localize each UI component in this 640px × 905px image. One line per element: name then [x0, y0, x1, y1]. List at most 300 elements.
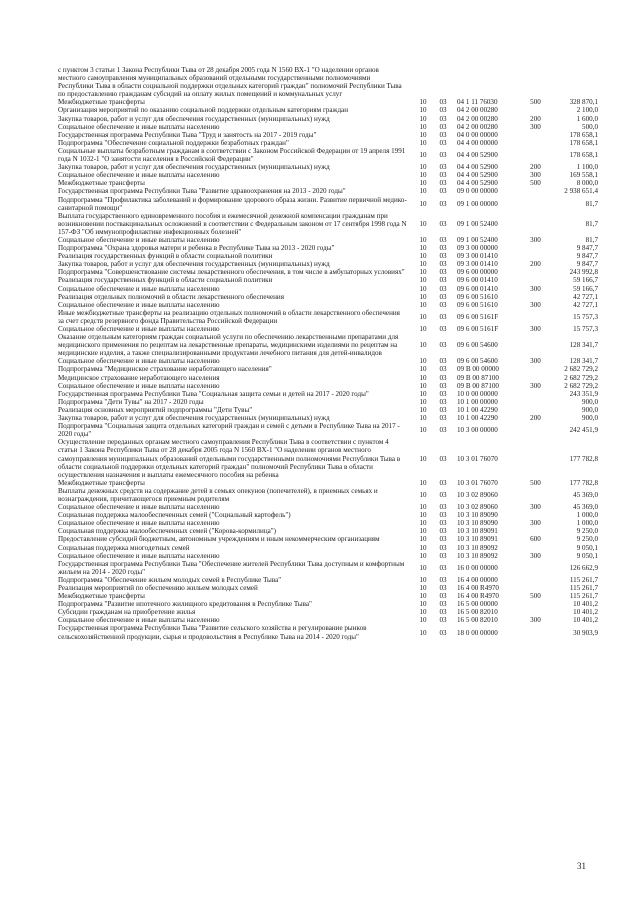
row-expense-type-cell: 500 — [530, 179, 541, 188]
row-expense-type-cell: 500 — [530, 478, 541, 487]
row-section-cell: 10 — [419, 454, 427, 463]
row-expense-type-cell — [523, 374, 548, 382]
table-row — [58, 333, 598, 357]
row-target-article-cell: 09 В 00 87100 — [457, 373, 499, 382]
row-expense-type-cell: 300 — [530, 171, 541, 180]
row-target-article-cell: 09 1 00 00000 — [457, 199, 498, 208]
row-target-article-cell: 16 4 00 R4970 — [457, 592, 499, 601]
row-subsection-cell: 03 — [439, 373, 447, 382]
table-row — [58, 535, 598, 543]
table-row — [58, 66, 598, 98]
row-section-cell: 10 — [419, 150, 427, 159]
row-name-cell: Реализация отдельных полномочий в области лекарственного обеспечения — [58, 292, 284, 301]
row-target-article-cell: 04 2 00 00280 — [457, 106, 498, 115]
row-section-cell: 10 — [419, 490, 427, 499]
row-expense-type-cell — [523, 560, 548, 576]
table-row — [58, 285, 598, 293]
row-amount-cell: 2 682 729,2 — [564, 365, 598, 374]
row-subsection-cell: 03 — [439, 163, 447, 172]
table-row — [58, 187, 598, 195]
row-amount-cell: 81,7 — [585, 199, 598, 208]
row-amount-cell: 15 757,3 — [573, 325, 598, 333]
table-row — [58, 398, 598, 406]
row-amount-cell: 8 000,0 — [576, 179, 598, 188]
table-body — [58, 66, 598, 641]
row-subsection-cell: 03 — [439, 405, 447, 414]
table-row — [58, 479, 598, 487]
row-amount-cell: 126 662,9 — [569, 563, 598, 572]
row-amount-cell: 115 261,7 — [569, 575, 598, 584]
table-row — [58, 212, 598, 236]
row-amount-cell: 59 166,7 — [573, 276, 598, 285]
row-subsection-cell: 03 — [439, 551, 447, 560]
row-expense-type-cell — [523, 187, 548, 195]
row-target-article-cell: 09 6 00 01410 — [457, 284, 498, 293]
row-section-cell: 10 — [419, 535, 427, 544]
row-amount-cell: 115 261,7 — [569, 592, 598, 601]
row-subsection-cell: 03 — [439, 357, 447, 366]
row-amount-cell: 1 000,0 — [576, 511, 598, 520]
table-row — [58, 179, 598, 187]
table-row — [58, 106, 598, 114]
row-expense-type-cell — [523, 131, 548, 139]
row-name-cell: Государственная программа Республики Тыва "Социальная защита семьи и детей на 2017 - 2020 годы" — [58, 389, 369, 398]
row-name-cell: Социальное обеспечение и иные выплаты населению — [58, 551, 220, 560]
row-expense-type-cell: 300 — [530, 235, 541, 244]
row-amount-cell: 9 847,7 — [576, 244, 598, 253]
row-section-cell: 10 — [419, 381, 427, 390]
table-row — [58, 139, 598, 147]
row-subsection-cell: 03 — [439, 628, 447, 637]
row-subsection-cell: 03 — [439, 454, 447, 463]
row-amount-cell: 128 341,7 — [569, 341, 598, 350]
row-subsection-cell: 03 — [439, 244, 447, 253]
row-subsection-cell — [433, 66, 453, 98]
row-target-article-cell: 10 1 00 42290 — [457, 405, 498, 414]
row-section-cell: 10 — [419, 543, 427, 552]
row-amount-cell: 9 050,1 — [576, 551, 598, 560]
row-name-cell: Реализация государственных функций в области социальной политики — [58, 276, 273, 285]
row-amount-cell: 9 250,0 — [576, 527, 598, 536]
row-name-cell: Подпрограмма "Совершенствование системы лекарственного обеспечения, в том числе в амбулаторных условиях" — [58, 268, 405, 277]
row-name-cell: Социальное обеспечение и иные выплаты населению — [58, 284, 220, 293]
row-subsection-cell: 03 — [439, 600, 447, 609]
row-target-article-cell: 10 3 10 89090 — [457, 519, 498, 528]
row-target-article-cell: 16 5 00 00000 — [457, 600, 498, 609]
row-section-cell: 10 — [419, 106, 427, 115]
row-name-cell: Реализация основных мероприятий подпрограммы "Дети Тувы" — [58, 405, 253, 414]
row-name-cell: Субсидии гражданам на приобретение жилья — [58, 608, 196, 617]
row-expense-type-cell: 200 — [530, 414, 541, 423]
row-name-cell: Государственная программа Республики Тыва "Обеспечение жителей Республики Тыва доступным и комфортным жильем на 2014 - 2020 годы" — [58, 559, 405, 576]
row-target-article-cell: 09 1 00 52400 — [457, 235, 498, 244]
row-subsection-cell: 03 — [439, 341, 447, 350]
row-expense-type-cell — [523, 212, 548, 236]
table-row — [58, 374, 598, 382]
row-name-cell: Подпрограмма "Обеспечение социальной поддержки безработных граждан" — [58, 138, 289, 147]
table-row — [58, 147, 598, 163]
row-name-cell: Закупка товаров, работ и услуг для обеспечения государственных (муниципальных) нужд — [58, 260, 330, 269]
row-subsection-cell: 03 — [439, 584, 447, 592]
table-row — [58, 131, 598, 139]
table-row — [58, 252, 598, 260]
row-subsection-cell: 03 — [439, 527, 447, 536]
table-row — [58, 365, 598, 373]
row-section-cell: 10 — [419, 405, 427, 414]
row-expense-type-cell — [523, 293, 548, 301]
row-amount-cell: 178 658,1 — [569, 150, 598, 159]
table-row — [58, 511, 598, 519]
row-subsection-cell: 03 — [439, 563, 447, 572]
row-amount-cell: 900,0 — [582, 405, 598, 414]
page-number: 31 — [577, 861, 586, 871]
row-expense-type-cell — [523, 624, 548, 640]
row-subsection-cell: 03 — [439, 106, 447, 115]
row-target-article-cell: 09 6 00 5161F — [457, 325, 499, 333]
row-subsection-cell: 03 — [439, 389, 447, 398]
row-amount-cell: 2 682 729,2 — [564, 373, 598, 382]
row-subsection-cell: 03 — [439, 381, 447, 390]
table-row — [58, 115, 598, 123]
table-row — [58, 382, 598, 390]
row-amount-cell: 177 782,8 — [569, 478, 598, 487]
row-section-cell: 10 — [419, 179, 427, 188]
row-expense-type-cell — [523, 600, 548, 608]
row-section-cell: 10 — [419, 575, 427, 584]
row-subsection-cell: 03 — [439, 292, 447, 301]
row-section-cell: 10 — [419, 138, 427, 147]
row-name-cell: Социальные выплаты безработным гражданам в соответствии с Законом Российской Федерации от 19 апреля 1991 года N 1032-1 "О занятости населения в Российской Федерации" — [58, 146, 406, 164]
table-row — [58, 503, 598, 511]
row-target-article-cell: 09 6 00 01410 — [457, 276, 498, 285]
row-expense-type-cell — [523, 365, 548, 373]
row-target-article-cell: 10 3 10 89090 — [457, 511, 498, 520]
row-target-article-cell: 04 0 00 00000 — [457, 130, 498, 139]
row-section-cell: 10 — [419, 426, 427, 435]
row-name-cell: Государственная программа Республики Тыва "Труд и занятость на 2017 - 2019 годы" — [58, 130, 317, 139]
row-amount-cell: 128 341,7 — [569, 357, 598, 366]
row-expense-type-cell — [523, 584, 548, 592]
row-section-cell: 10 — [419, 122, 427, 131]
row-name-cell: Закупка товаров, работ и услуг для обеспечения государственных (муниципальных) нужд — [58, 163, 330, 172]
row-target-article-cell: 09 3 00 00000 — [457, 244, 498, 253]
row-expense-type-cell: 300 — [530, 284, 541, 293]
table-row — [58, 236, 598, 244]
row-section-cell — [413, 66, 433, 98]
row-name-cell: Реализация мероприятий по обеспечению жильем молодых семей — [58, 584, 258, 592]
row-target-article-cell: 04 4 00 52900 — [457, 179, 498, 188]
row-subsection-cell: 03 — [439, 199, 447, 208]
row-subsection-cell: 03 — [439, 150, 447, 159]
table-row — [58, 414, 598, 422]
row-target-article-cell: 16 4 00 R4970 — [457, 584, 499, 592]
row-target-article-cell: 09 6 00 51610 — [457, 300, 498, 309]
row-name-cell: Подпрограмма "Медицинское страхование неработающего населения" — [58, 365, 272, 374]
row-target-article-cell: 10 1 00 00000 — [457, 397, 498, 406]
row-name-cell: с пунктом 3 статьи 1 Закона Республики Тыва от 28 декабря 2005 года N 1560 ВХ-1 "О наделении органов местного самоуправления муниципальных образований отдельными государственными полномочиями Республики Тыва в области социальной поддержки отдельных категорий граждан" полномочий Республики Тыва по предоставлению гражданам субсидий на оплату жилых помещений и коммунальных услуг — [58, 66, 402, 99]
row-name-cell: Межбюджетные трансферты — [58, 592, 145, 601]
table-row — [58, 552, 598, 560]
row-amount-cell: 1 600,0 — [576, 114, 598, 123]
table-row — [58, 163, 598, 171]
row-section-cell: 10 — [419, 163, 427, 172]
row-section-cell: 10 — [419, 600, 427, 609]
row-name-cell: Медицинское страхование неработающего населения — [58, 373, 220, 382]
row-target-article-cell: 04 1 11 76030 — [457, 98, 498, 107]
row-subsection-cell: 03 — [439, 543, 447, 552]
row-subsection-cell: 03 — [439, 608, 447, 617]
table-row — [58, 123, 598, 131]
table-row — [58, 487, 598, 503]
row-amount-cell: 10 401,2 — [573, 600, 598, 609]
row-amount-cell: 115 261,7 — [569, 584, 598, 592]
table-row — [58, 196, 598, 212]
table-row — [58, 98, 598, 106]
row-expense-type-cell — [523, 390, 548, 398]
row-subsection-cell: 03 — [439, 171, 447, 180]
row-section-cell: 10 — [419, 244, 427, 253]
row-name-cell: Социальное обеспечение и иные выплаты населению — [58, 519, 220, 528]
row-subsection-cell: 03 — [439, 187, 447, 196]
row-expense-type-cell: 200 — [530, 114, 541, 123]
row-target-article-cell: 09 0 00 00000 — [457, 187, 498, 196]
row-section-cell: 10 — [419, 171, 427, 180]
budget-document-page — [58, 66, 598, 641]
row-subsection-cell: 03 — [439, 252, 447, 261]
table-row — [58, 301, 598, 309]
row-amount-cell: 500,0 — [582, 122, 598, 131]
row-subsection-cell: 03 — [439, 122, 447, 131]
row-name-cell: Реализация государственных функций в области социальной политики — [58, 252, 273, 261]
row-section-cell: 10 — [419, 187, 427, 196]
row-target-article-cell: 10 3 01 76070 — [457, 478, 498, 487]
row-name-cell: Подпрограмма "Развитие ипотечного жилищного кредитования в Республике Тыва" — [58, 600, 312, 609]
row-expense-type-cell — [523, 276, 548, 284]
table-row — [58, 608, 598, 616]
row-subsection-cell: 03 — [439, 300, 447, 309]
row-expense-type-cell: 300 — [530, 300, 541, 309]
row-section-cell: 10 — [419, 98, 427, 107]
row-name-cell: Оказание отдельным категориям граждан социальной услуги по обеспечению лекарственными препаратами для медицинского применения по рецептам на лекарственные препараты, медицинскими изделиями по рецептам на медицинские изделия, а также специализированными продуктами лечебного питания для детей-инвалидов — [58, 333, 399, 358]
row-amount-cell: 169 558,1 — [569, 171, 598, 180]
row-subsection-cell: 03 — [439, 414, 447, 423]
row-expense-type-cell — [523, 244, 548, 252]
row-section-cell: 10 — [419, 365, 427, 374]
row-name-cell: Социальное обеспечение и иные выплаты населению — [58, 616, 220, 625]
row-expense-type-cell — [523, 106, 548, 114]
row-target-article-cell: 04 4 00 00000 — [457, 138, 498, 147]
row-name-cell: Межбюджетные трансферты — [58, 179, 145, 188]
row-expense-type-cell — [523, 527, 548, 535]
table-row — [58, 406, 598, 414]
row-section-cell: 10 — [419, 199, 427, 208]
row-name-cell: Закупка товаров, работ и услуг для обеспечения государственных (муниципальных) нужд — [58, 114, 330, 123]
row-subsection-cell: 03 — [439, 130, 447, 139]
row-name-cell: Социальная поддержка малообеспеченных семей ("Корова-кормилица") — [58, 527, 277, 536]
row-expense-type-cell: 200 — [530, 163, 541, 172]
row-amount-cell: 9 847,7 — [576, 260, 598, 269]
row-expense-type-cell: 300 — [530, 551, 541, 560]
row-amount-cell — [548, 66, 598, 98]
row-name-cell: Социальное обеспечение и иные выплаты населению — [58, 235, 220, 244]
row-section-cell: 10 — [419, 414, 427, 423]
row-subsection-cell: 03 — [439, 511, 447, 520]
row-name-cell: Государственная программа Республики Тыва "Развитие сельского хозяйства и регулирование рынков сельскохозяйственной продукции, сырья и продовольствия в Республике Тыва на 2014 - 2020 годы" — [58, 624, 367, 641]
row-target-article-cell: 09 В 00 00000 — [457, 365, 499, 374]
row-amount-cell: 10 401,2 — [573, 616, 598, 625]
row-expense-type-cell: 300 — [530, 519, 541, 528]
row-target-article-cell: 10 3 10 89092 — [457, 551, 498, 560]
row-subsection-cell: 03 — [439, 575, 447, 584]
row-subsection-cell: 03 — [439, 260, 447, 269]
row-section-cell: 10 — [419, 235, 427, 244]
row-expense-type-cell — [523, 268, 548, 276]
row-name-cell: Социальная поддержка многодетных семей — [58, 543, 190, 552]
row-target-article-cell: 10 3 10 89091 — [457, 527, 498, 536]
row-amount-cell: 15 757,3 — [573, 312, 598, 321]
row-amount-cell: 242 451,9 — [569, 426, 598, 435]
row-section-cell: 10 — [419, 357, 427, 366]
row-target-article-cell: 04 2 00 00280 — [457, 122, 498, 131]
row-section-cell: 10 — [419, 551, 427, 560]
row-expense-type-cell — [523, 608, 548, 616]
row-section-cell: 10 — [419, 312, 427, 321]
row-target-article-cell: 09 6 00 54600 — [457, 357, 498, 366]
row-expense-type-cell: 500 — [530, 98, 541, 107]
row-target-article-cell: 09 1 00 52400 — [457, 219, 498, 228]
row-expense-type-cell: 600 — [530, 535, 541, 544]
row-subsection-cell: 03 — [439, 325, 447, 333]
table-row — [58, 544, 598, 552]
row-target-article-cell: 16 0 00 00000 — [457, 563, 498, 572]
row-amount-cell: 2 100,0 — [576, 106, 598, 115]
row-name-cell: Подпрограмма "Обеспечение жильем молодых семей в Республике Тыва" — [58, 575, 282, 584]
table-row — [58, 268, 598, 276]
row-expense-type-cell — [523, 487, 548, 503]
row-subsection-cell: 03 — [439, 426, 447, 435]
row-section-cell: 10 — [419, 284, 427, 293]
row-subsection-cell: 03 — [439, 397, 447, 406]
row-name-cell: Социальное обеспечение и иные выплаты населению — [58, 503, 220, 512]
row-amount-cell: 81,7 — [585, 235, 598, 244]
row-target-article-cell: 09 6 00 51610 — [457, 292, 498, 301]
row-amount-cell: 1 100,0 — [576, 163, 598, 172]
row-target-article-cell: 04 4 00 52900 — [457, 171, 498, 180]
row-section-cell: 10 — [419, 276, 427, 285]
row-amount-cell: 42 727,1 — [573, 300, 598, 309]
row-target-article-cell: 10 1 00 42290 — [457, 414, 498, 423]
row-target-article-cell: 10 0 00 00000 — [457, 389, 498, 398]
row-target-article-cell: 04 2 00 00280 — [457, 114, 498, 123]
table-row — [58, 560, 598, 576]
row-name-cell: Выплаты денежных средств на содержание детей в семьях опекунов (попечителей), в приемных семьях и вознаграждения, причитающегося приемным родителям — [58, 486, 378, 503]
row-amount-cell: 30 903,9 — [573, 628, 598, 637]
row-name-cell: Предоставление субсидий бюджетным, автономным учреждениям и иным некоммерческим организациям — [58, 535, 380, 544]
row-amount-cell: 243 992,8 — [569, 268, 598, 277]
row-amount-cell: 177 782,8 — [569, 454, 598, 463]
row-subsection-cell: 03 — [439, 592, 447, 601]
row-target-article-cell: 10 3 02 89060 — [457, 490, 498, 499]
row-section-cell: 10 — [419, 252, 427, 261]
row-target-article-cell — [453, 66, 523, 98]
row-name-cell: Иные межбюджетные трансферты на реализацию отдельных полномочий в области лекарственного обеспечения за счет средств резервного фонда Правительства Российской Федерации — [58, 308, 400, 325]
row-amount-cell: 178 658,1 — [569, 138, 598, 147]
row-target-article-cell: 16 5 00 82010 — [457, 608, 498, 617]
row-section-cell: 10 — [419, 114, 427, 123]
row-name-cell: Социальное обеспечение и иные выплаты населению — [58, 171, 220, 180]
row-subsection-cell: 03 — [439, 138, 447, 147]
row-subsection-cell: 03 — [439, 98, 447, 107]
row-target-article-cell: 18 0 00 00000 — [457, 628, 498, 637]
table-row — [58, 438, 598, 478]
row-amount-cell: 45 369,0 — [573, 503, 598, 512]
table-row — [58, 527, 598, 535]
row-amount-cell: 59 166,7 — [573, 284, 598, 293]
table-row — [58, 171, 598, 179]
row-target-article-cell: 10 3 01 76070 — [457, 454, 498, 463]
row-target-article-cell: 04 4 00 52900 — [457, 163, 498, 172]
table-row — [58, 592, 598, 600]
row-name-cell: Социальное обеспечение и иные выплаты населению — [58, 300, 220, 309]
row-subsection-cell: 03 — [439, 616, 447, 625]
row-section-cell: 10 — [419, 260, 427, 269]
row-target-article-cell: 09 6 00 5161F — [457, 312, 499, 321]
row-subsection-cell: 03 — [439, 478, 447, 487]
row-amount-cell: 243 351,9 — [569, 389, 598, 398]
row-expense-type-cell — [523, 511, 548, 519]
row-expense-type-cell — [523, 398, 548, 406]
table-row — [58, 390, 598, 398]
row-target-article-cell: 09 6 00 00000 — [457, 268, 498, 277]
row-section-cell: 10 — [419, 563, 427, 572]
row-subsection-cell: 03 — [439, 235, 447, 244]
row-amount-cell: 2 682 729,2 — [564, 381, 598, 390]
row-expense-type-cell: 300 — [530, 357, 541, 366]
row-target-article-cell: 10 3 10 89092 — [457, 543, 498, 552]
row-section-cell: 10 — [419, 592, 427, 601]
row-amount-cell: 178 658,1 — [569, 130, 598, 139]
row-name-cell: Социальное обеспечение и иные выплаты населению — [58, 122, 220, 131]
row-target-article-cell: 04 4 00 52900 — [457, 150, 498, 159]
row-amount-cell: 10 401,2 — [573, 608, 598, 617]
row-name-cell: Межбюджетные трансферты — [58, 478, 145, 487]
row-name-cell: Закупка товаров, работ и услуг для обеспечения государственных (муниципальных) нужд — [58, 414, 330, 423]
row-section-cell: 10 — [419, 616, 427, 625]
row-amount-cell: 328 870,1 — [569, 98, 598, 107]
row-amount-cell: 9 847,7 — [576, 252, 598, 261]
table-row — [58, 519, 598, 527]
row-expense-type-cell: 200 — [530, 260, 541, 269]
table-row — [58, 584, 598, 592]
row-target-article-cell: 10 3 02 89060 — [457, 503, 498, 512]
row-name-cell: Подпрограмма "Профилактика заболеваний и формирование здорового образа жизни. Развитие первичной медико-санитарной помощи" — [58, 195, 407, 212]
row-section-cell: 10 — [419, 373, 427, 382]
table-row — [58, 600, 598, 608]
row-section-cell: 10 — [419, 511, 427, 520]
table-row — [58, 276, 598, 284]
row-subsection-cell: 03 — [439, 179, 447, 188]
row-target-article-cell: 09 3 00 01410 — [457, 260, 498, 269]
row-target-article-cell: 16 5 00 82010 — [457, 616, 498, 625]
row-subsection-cell: 03 — [439, 490, 447, 499]
row-amount-cell: 1 000,0 — [576, 519, 598, 528]
table-row — [58, 260, 598, 268]
row-section-cell: 10 — [419, 608, 427, 617]
row-subsection-cell: 03 — [439, 365, 447, 374]
row-name-cell: Осуществление переданных органам местного самоуправления Республики Тыва в соответствии с пунктом 4 статьи 1 Закона Республики Тыва от 28 декабря 2005 года N 1560 ВХ-1 "О наделении органов местного самоуправления муниципальных образований отдельными государственными полномочиями Республики Тыва в области социальной поддержки отдельных категорий граждан" полномочий Республики Тыва в области осуществления назначения и выплаты ежемесячного пособия на ребенка — [58, 438, 401, 479]
row-amount-cell: 45 369,0 — [573, 490, 598, 499]
row-section-cell: 10 — [419, 389, 427, 398]
